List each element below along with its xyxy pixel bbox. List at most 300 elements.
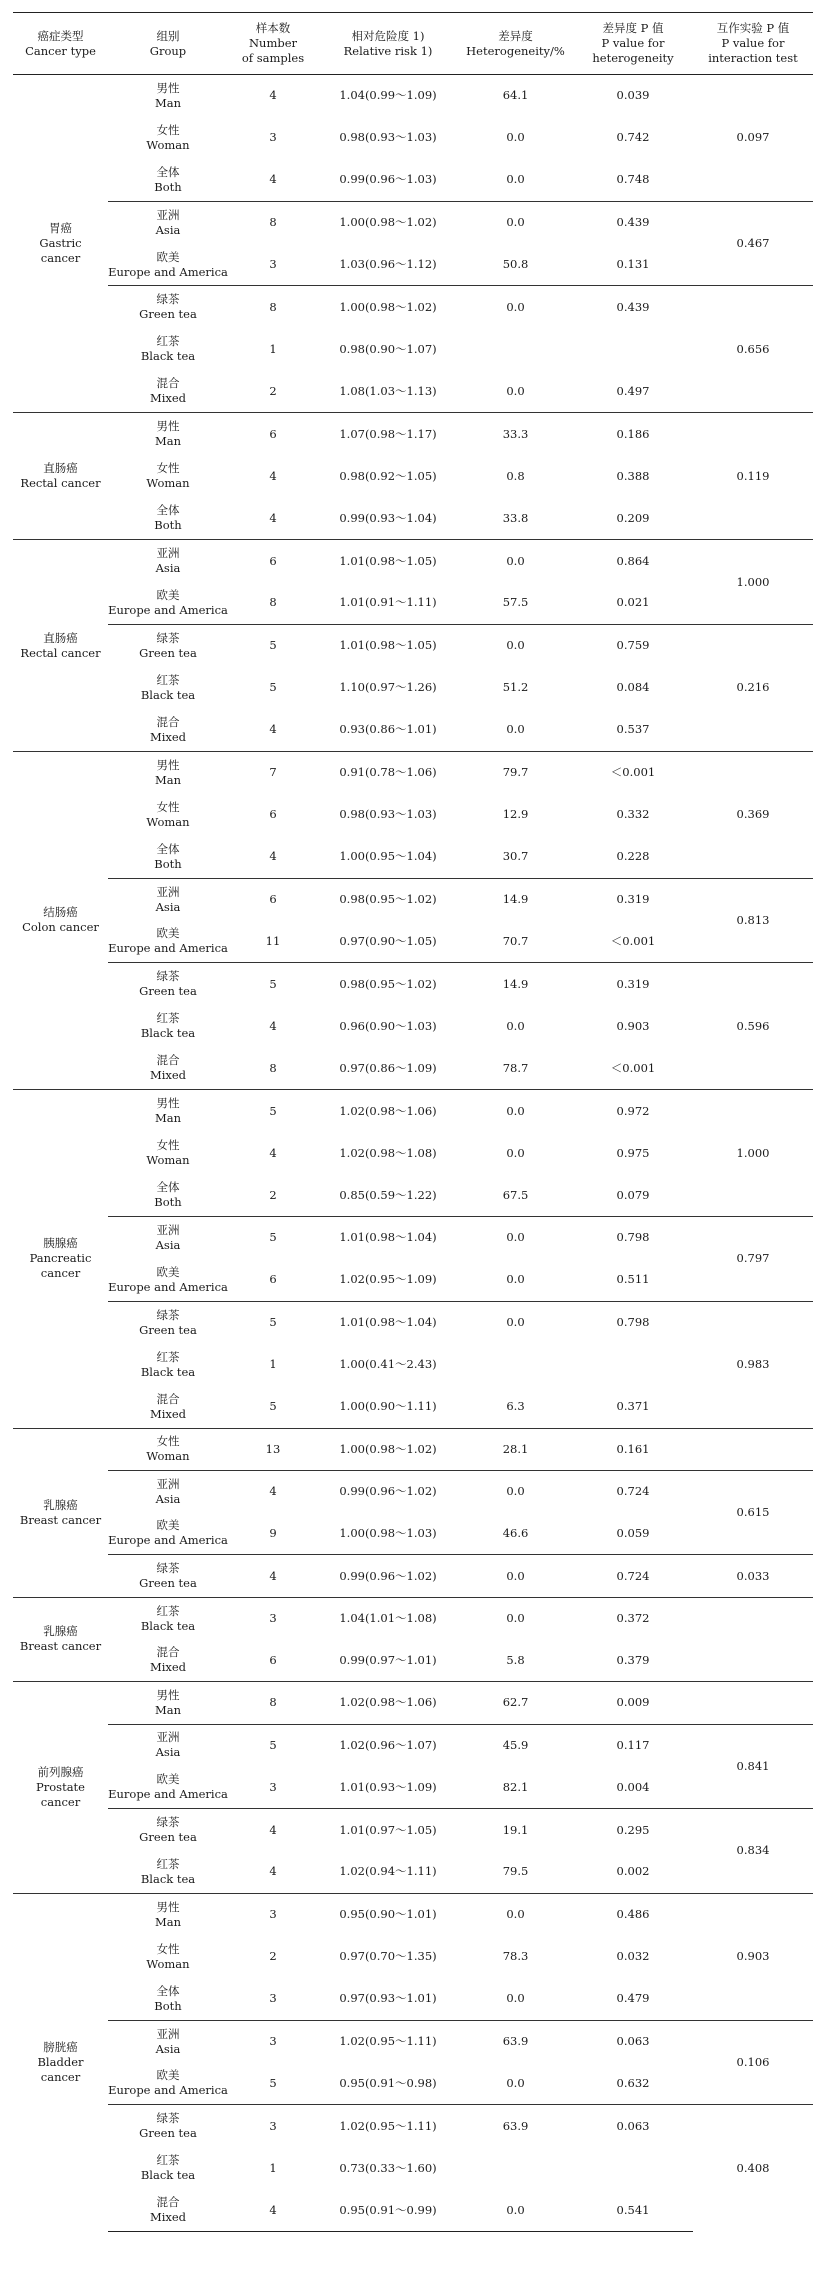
samples-cell: 4 (228, 1809, 318, 1851)
table-row (13, 1809, 813, 1851)
p-interaction-cell: 0.834 (693, 1809, 813, 1894)
p-interaction-cell: 0.369 (693, 751, 813, 878)
heterogeneity-cell: 0.0 (506, 1272, 525, 1287)
group-cell: 欧美 Europe and America (108, 587, 228, 617)
heterogeneity-cell: 14.9 (458, 878, 573, 920)
group-cell: 亚洲 Asia (108, 1470, 228, 1512)
p-heterogeneity-cell: 0.632 (616, 2075, 650, 2090)
p-heterogeneity-cell: 0.388 (616, 468, 650, 483)
relative-risk-cell: 0.99(0.96～1.02) (318, 1470, 458, 1512)
p-heterogeneity-cell: 0.541 (573, 2189, 693, 2231)
p-interaction-cell (693, 1428, 813, 1470)
relative-risk-cell: 1.02(0.95～1.09) (339, 1272, 437, 1287)
group-cell: 绿茶 Green tea (108, 1301, 228, 1343)
heterogeneity-cell: 67.5 (502, 1187, 529, 1202)
table-body (13, 75, 813, 2232)
samples-cell: 4 (228, 75, 318, 117)
p-heterogeneity-cell: 0.972 (573, 1090, 693, 1132)
group-cell: 欧美 Europe and America (108, 2068, 228, 2098)
p-heterogeneity-cell: 0.161 (573, 1428, 693, 1470)
p-heterogeneity-cell: 0.903 (616, 1018, 650, 1033)
heterogeneity-cell: 33.3 (458, 413, 573, 455)
p-heterogeneity-cell: 0.439 (573, 286, 693, 328)
samples-cell: 6 (269, 1652, 277, 1667)
relative-risk-cell: 1.01(0.91～1.11) (339, 595, 437, 610)
group-cell: 亚洲 Asia (108, 540, 228, 582)
heterogeneity-cell: 46.6 (502, 1525, 529, 1540)
relative-risk-cell: 1.04(0.99～1.09) (318, 75, 458, 117)
header-heterogeneity: 差异度 Heterogeneity/% (458, 13, 573, 75)
heterogeneity-cell: 63.9 (458, 2020, 573, 2062)
heterogeneity-cell: 82.1 (502, 1779, 529, 1794)
samples-cell: 1 (269, 1357, 277, 1372)
group-cell: 女性 Woman (108, 1428, 228, 1470)
samples-cell: 2 (269, 1949, 277, 1964)
p-heterogeneity-cell: ＜0.001 (573, 751, 693, 793)
group-cell: 欧美 Europe and America (108, 1772, 228, 1802)
heterogeneity-cell: 64.1 (458, 75, 573, 117)
heterogeneity-cell: 14.9 (458, 963, 573, 1005)
table-row (13, 413, 813, 455)
p-interaction-cell: 0.656 (693, 286, 813, 413)
group-cell: 男性 Man (108, 1682, 228, 1724)
samples-cell: 5 (228, 963, 318, 1005)
p-interaction-cell: 0.216 (693, 624, 813, 751)
p-heterogeneity-cell: 0.511 (616, 1272, 650, 1287)
heterogeneity-cell: 0.0 (458, 1597, 573, 1639)
relative-risk-cell: 1.00(0.98～1.02) (318, 201, 458, 243)
group-cell: 绿茶 Green tea (108, 1555, 228, 1597)
group-cell: 男性 Man (108, 1893, 228, 1935)
relative-risk-cell: 0.97(0.86～1.09) (339, 1060, 437, 1075)
heterogeneity-cell: 0.0 (458, 286, 573, 328)
samples-cell: 2 (269, 383, 277, 398)
relative-risk-cell: 0.98(0.92～1.05) (339, 468, 437, 483)
relative-risk-cell: 0.98(0.95～1.02) (318, 878, 458, 920)
p-interaction-cell: 0.408 (693, 2105, 813, 2232)
group-cell: 女性 Woman (146, 1138, 190, 1168)
group-cell: 欧美 Europe and America (108, 1518, 228, 1548)
samples-cell: 3 (228, 1893, 318, 1935)
table-row (13, 1428, 813, 1470)
heterogeneity-cell: 0.0 (458, 624, 573, 666)
p-heterogeneity-cell: 0.039 (573, 75, 693, 117)
table-row (13, 286, 813, 328)
heterogeneity-cell (458, 1343, 573, 1385)
samples-cell: 4 (228, 1470, 318, 1512)
group-cell: 绿茶 Green tea (108, 2105, 228, 2147)
group-cell: 全体 Both (154, 841, 182, 871)
group-cell: 红茶 Black tea (140, 1856, 196, 1886)
p-heterogeneity-cell (573, 1343, 693, 1385)
samples-cell: 11 (265, 933, 281, 948)
group-cell: 欧美 Europe and America (108, 926, 228, 956)
samples-cell: 8 (228, 201, 318, 243)
relative-risk-cell: 0.91(0.78～1.06) (318, 751, 458, 793)
samples-cell: 3 (228, 2105, 318, 2147)
heterogeneity-cell: 0.8 (506, 468, 525, 483)
samples-cell: 5 (269, 2075, 277, 2090)
p-heterogeneity-cell: 0.798 (573, 1217, 693, 1259)
table-row (13, 1470, 813, 1512)
group-cell: 欧美 Europe and America (108, 249, 228, 279)
samples-cell: 4 (228, 2189, 318, 2231)
table-row (13, 201, 813, 243)
relative-risk-cell: 0.97(0.93～1.01) (339, 1991, 437, 2006)
samples-cell: 3 (269, 1991, 277, 2006)
group-cell: 红茶 Black tea (140, 334, 196, 364)
p-heterogeneity-cell: 0.798 (573, 1301, 693, 1343)
relative-risk-cell: 1.02(0.98～1.06) (318, 1682, 458, 1724)
relative-risk-cell: 0.93(0.86～1.01) (339, 722, 437, 737)
cancer-type-cell: 胰腺癌 Pancreatic cancer (13, 1090, 108, 1428)
relative-risk-cell: 1.08(1.03～1.13) (339, 383, 437, 398)
heterogeneity-cell: 0.0 (506, 130, 525, 145)
relative-risk-cell: 1.01(0.98～1.05) (318, 624, 458, 666)
samples-cell: 6 (228, 540, 318, 582)
heterogeneity-cell: 51.2 (502, 680, 529, 695)
relative-risk-cell: 1.02(0.95～1.11) (318, 2105, 458, 2147)
group-cell: 绿茶 Green tea (108, 286, 228, 328)
p-interaction-cell: 1.000 (693, 1090, 813, 1217)
group-cell: 女性 Woman (146, 799, 190, 829)
relative-risk-cell: 1.01(0.98～1.04) (318, 1217, 458, 1259)
samples-cell: 6 (269, 807, 277, 822)
p-heterogeneity-cell: 0.748 (616, 172, 650, 187)
relative-risk-cell: 0.99(0.93～1.04) (339, 510, 437, 525)
samples-cell: 7 (228, 751, 318, 793)
heterogeneity-cell: 5.8 (506, 1652, 525, 1667)
group-cell: 全体 Both (154, 1180, 182, 1210)
p-heterogeneity-cell: 0.479 (616, 1991, 650, 2006)
group-cell: 红茶 Black tea (140, 1349, 196, 1379)
table-row (13, 75, 813, 117)
heterogeneity-cell: 50.8 (502, 257, 529, 272)
header-p-heterogeneity: 差异度 P 值 P value for heterogeneity (573, 13, 693, 75)
p-heterogeneity-cell: 0.209 (616, 510, 650, 525)
p-heterogeneity-cell: 0.032 (616, 1949, 650, 1964)
cancer-type-cell: 胃癌 Gastric cancer (13, 75, 108, 413)
relative-risk-cell: 0.99(0.96～1.03) (339, 172, 437, 187)
samples-cell: 8 (269, 1060, 277, 1075)
relative-risk-cell: 1.03(0.96～1.12) (339, 257, 437, 272)
samples-cell: 4 (269, 1145, 277, 1160)
p-interaction-cell: 0.615 (693, 1470, 813, 1555)
table-row (13, 1301, 813, 1343)
p-heterogeneity-cell: 0.439 (573, 201, 693, 243)
heterogeneity-cell: 0.0 (458, 1555, 573, 1597)
p-interaction-cell: 0.097 (693, 75, 813, 202)
p-heterogeneity-cell: 0.724 (573, 1470, 693, 1512)
group-cell: 亚洲 Asia (108, 1724, 228, 1766)
table-row (13, 1893, 813, 1935)
p-heterogeneity-cell: 0.372 (573, 1597, 693, 1639)
samples-cell: 3 (228, 2020, 318, 2062)
relative-risk-cell: 1.02(0.95～1.11) (318, 2020, 458, 2062)
samples-cell: 8 (269, 595, 277, 610)
group-cell: 混合 Mixed (149, 714, 187, 744)
p-heterogeneity-cell: 0.079 (616, 1187, 650, 1202)
group-cell: 男性 Man (108, 1090, 228, 1132)
relative-risk-cell: 1.00(0.98～1.02) (318, 286, 458, 328)
p-heterogeneity-cell: 0.537 (616, 722, 650, 737)
cancer-type-cell: 膀胱癌 Bladder cancer (13, 1893, 108, 2231)
samples-cell: 4 (269, 1018, 277, 1033)
p-interaction-cell: 0.119 (693, 413, 813, 540)
heterogeneity-cell: 0.0 (458, 540, 573, 582)
p-heterogeneity-cell: 0.186 (573, 413, 693, 455)
p-heterogeneity-cell: 0.975 (616, 1145, 650, 1160)
heterogeneity-cell: 78.7 (502, 1060, 529, 1075)
relative-risk-cell: 0.98(0.90～1.07) (339, 341, 437, 356)
cancer-type-cell: 乳腺癌 Breast cancer (13, 1597, 108, 1682)
p-heterogeneity-cell: 0.063 (573, 2020, 693, 2062)
table-row (13, 751, 813, 793)
heterogeneity-cell: 19.1 (458, 1809, 573, 1851)
table-row (13, 1597, 813, 1639)
group-cell: 混合 Mixed (108, 2189, 228, 2231)
relative-risk-cell: 1.01(0.97～1.05) (318, 1809, 458, 1851)
p-heterogeneity-cell: 0.117 (573, 1724, 693, 1766)
table-row (13, 963, 813, 1005)
relative-risk-cell: 0.95(0.90～1.01) (318, 1893, 458, 1935)
p-heterogeneity-cell: 0.319 (573, 963, 693, 1005)
samples-cell: 4 (269, 468, 277, 483)
group-cell: 全体 Both (154, 164, 182, 194)
heterogeneity-cell: 63.9 (458, 2105, 573, 2147)
cancer-type-cell: 直肠癌 Rectal cancer (13, 413, 108, 540)
heterogeneity-cell: 0.0 (506, 1991, 525, 2006)
heterogeneity-cell: 12.9 (502, 807, 529, 822)
p-heterogeneity-cell: 0.084 (616, 680, 650, 695)
group-cell: 混合 Mixed (149, 1053, 187, 1083)
group-cell: 女性 Woman (146, 461, 190, 491)
header-samples: 样本数 Number of samples (228, 13, 318, 75)
table-header (13, 13, 813, 75)
heterogeneity-cell: 0.0 (506, 172, 525, 187)
group-cell: 男性 Man (108, 75, 228, 117)
relative-risk-cell: 1.01(0.93～1.09) (339, 1779, 437, 1794)
p-heterogeneity-cell: 0.021 (616, 595, 650, 610)
samples-cell: 9 (269, 1525, 277, 1540)
heterogeneity-cell (458, 328, 573, 370)
samples-cell: 5 (228, 624, 318, 666)
p-heterogeneity-cell: 0.131 (616, 257, 650, 272)
group-cell: 绿茶 Green tea (108, 1809, 228, 1851)
relative-risk-cell: 0.95(0.91～0.98) (339, 2075, 437, 2090)
relative-risk-cell: 1.02(0.98～1.08) (339, 1145, 437, 1160)
header-cancer-type: 癌症类型 Cancer type (13, 13, 108, 75)
samples-cell: 3 (269, 257, 277, 272)
samples-cell: 1 (269, 2160, 277, 2175)
p-heterogeneity-cell: 0.228 (616, 849, 650, 864)
group-cell: 亚洲 Asia (108, 878, 228, 920)
relative-risk-cell: 0.98(0.95～1.02) (318, 963, 458, 1005)
relative-risk-cell: 0.95(0.91～0.99) (318, 2189, 458, 2231)
group-cell: 绿茶 Green tea (108, 963, 228, 1005)
relative-risk-cell: 1.00(0.95～1.04) (339, 849, 437, 864)
heterogeneity-cell: 28.1 (458, 1428, 573, 1470)
p-interaction-cell: 0.813 (693, 878, 813, 963)
heterogeneity-cell: 0.0 (506, 722, 525, 737)
cancer-type-cell: 乳腺癌 Breast cancer (13, 1428, 108, 1597)
p-interaction-cell: 0.106 (693, 2020, 813, 2105)
heterogeneity-cell: 70.7 (502, 933, 529, 948)
p-heterogeneity-cell: 0.004 (616, 1779, 650, 1794)
heterogeneity-cell: 78.3 (502, 1949, 529, 1964)
p-heterogeneity-cell: 0.724 (573, 1555, 693, 1597)
p-heterogeneity-cell: 0.379 (616, 1652, 650, 1667)
samples-cell: 4 (269, 172, 277, 187)
table-row (13, 2020, 813, 2062)
group-cell: 红茶 Black tea (108, 1597, 228, 1639)
p-heterogeneity-cell: 0.332 (616, 807, 650, 822)
heterogeneity-cell: 0.0 (458, 2189, 573, 2231)
p-heterogeneity-cell: 0.002 (616, 1864, 650, 1879)
table-row (13, 624, 813, 666)
p-heterogeneity-cell: 0.295 (573, 1809, 693, 1851)
heterogeneity-cell: 0.0 (458, 1090, 573, 1132)
p-interaction-cell: 0.797 (693, 1217, 813, 1302)
header-group: 组别 Group (108, 13, 228, 75)
group-cell: 欧美 Europe and America (108, 1264, 228, 1294)
p-interaction-cell: 1.000 (693, 540, 813, 625)
p-heterogeneity-cell: 0.009 (573, 1682, 693, 1724)
relative-risk-cell: 0.98(0.93～1.03) (339, 130, 437, 145)
group-cell: 绿茶 Green tea (108, 624, 228, 666)
samples-cell: 4 (269, 510, 277, 525)
heterogeneity-cell: 0.0 (506, 1018, 525, 1033)
p-interaction-cell (693, 1597, 813, 1682)
group-cell: 亚洲 Asia (108, 2020, 228, 2062)
group-cell: 男性 Man (108, 751, 228, 793)
p-interaction-cell: 0.983 (693, 1301, 813, 1428)
samples-cell: 8 (228, 286, 318, 328)
relative-risk-cell: 0.97(0.90～1.05) (339, 933, 437, 948)
header-p-interaction: 互作实验 P 值 P value for interaction test (693, 13, 813, 75)
relative-risk-cell: 0.98(0.93～1.03) (339, 807, 437, 822)
table-row (13, 1217, 813, 1259)
heterogeneity-cell: 57.5 (502, 595, 529, 610)
table-row (13, 540, 813, 582)
relative-risk-cell: 1.00(0.41～2.43) (339, 1357, 437, 1372)
samples-cell: 1 (269, 341, 277, 356)
group-cell: 全体 Both (154, 503, 182, 533)
group-cell: 红茶 Black tea (140, 1011, 196, 1041)
heterogeneity-cell: 79.7 (458, 751, 573, 793)
p-heterogeneity-cell: ＜0.001 (610, 1060, 656, 1075)
group-cell: 男性 Man (108, 413, 228, 455)
relative-risk-cell: 1.10(0.97～1.26) (339, 680, 437, 695)
group-cell: 混合 Mixed (149, 376, 187, 406)
p-interaction-cell: 0.033 (693, 1555, 813, 1597)
heterogeneity-cell: 0.0 (458, 1893, 573, 1935)
p-heterogeneity-cell: 0.864 (573, 540, 693, 582)
p-heterogeneity-cell (573, 328, 693, 370)
relative-risk-cell: 0.96(0.90～1.03) (339, 1018, 437, 1033)
relative-risk-cell: 0.99(0.96～1.02) (318, 1555, 458, 1597)
cancer-type-cell: 直肠癌 Rectal cancer (13, 540, 108, 751)
samples-cell: 6 (269, 1272, 277, 1287)
heterogeneity-cell: 0.0 (506, 1145, 525, 1160)
heterogeneity-cell: 0.0 (458, 201, 573, 243)
p-heterogeneity-cell: 0.486 (573, 1893, 693, 1935)
samples-cell: 6 (228, 413, 318, 455)
cancer-type-cell: 前列腺癌 Prostate cancer (13, 1682, 108, 1893)
samples-cell: 5 (228, 1090, 318, 1132)
subgroup-analysis-table (13, 12, 813, 2232)
table-row (13, 1724, 813, 1766)
samples-cell: 4 (269, 722, 277, 737)
p-heterogeneity-cell (573, 2147, 693, 2189)
relative-risk-cell: 1.02(0.98～1.06) (318, 1090, 458, 1132)
samples-cell: 3 (269, 130, 277, 145)
p-interaction-cell: 0.903 (693, 1893, 813, 2020)
relative-risk-cell: 0.97(0.70～1.35) (339, 1949, 437, 1964)
relative-risk-cell: 0.73(0.33～1.60) (339, 2160, 437, 2175)
heterogeneity-cell: 30.7 (502, 849, 529, 864)
group-cell: 亚洲 Asia (108, 1217, 228, 1259)
header-relative-risk: 相对危险度 1) Relative risk 1) (318, 13, 458, 75)
heterogeneity-cell: 0.0 (458, 1301, 573, 1343)
group-cell: 女性 Woman (146, 1941, 190, 1971)
relative-risk-cell: 1.02(0.94～1.11) (339, 1864, 437, 1879)
p-interaction-cell (693, 1682, 813, 1724)
cancer-type-cell: 结肠癌 Colon cancer (13, 751, 108, 1089)
heterogeneity-cell: 6.3 (506, 1399, 525, 1414)
p-heterogeneity-cell: 0.742 (616, 130, 650, 145)
samples-cell: 5 (228, 1301, 318, 1343)
p-heterogeneity-cell: 0.371 (616, 1399, 650, 1414)
table-row (13, 1682, 813, 1724)
table-row (13, 878, 813, 920)
group-cell: 混合 Mixed (149, 1391, 187, 1421)
heterogeneity-cell: 79.5 (502, 1864, 529, 1879)
heterogeneity-cell: 0.0 (458, 1217, 573, 1259)
relative-risk-cell: 1.00(0.90～1.11) (339, 1399, 437, 1414)
relative-risk-cell: 1.00(0.98～1.02) (318, 1428, 458, 1470)
p-heterogeneity-cell: ＜0.001 (610, 933, 656, 948)
relative-risk-cell: 1.01(0.98～1.05) (318, 540, 458, 582)
p-heterogeneity-cell: 0.497 (616, 383, 650, 398)
group-cell: 红茶 Black tea (140, 672, 196, 702)
group-cell: 红茶 Black tea (140, 2153, 196, 2183)
samples-cell: 2 (269, 1187, 277, 1202)
samples-cell: 4 (269, 849, 277, 864)
samples-cell: 4 (269, 1864, 277, 1879)
group-cell: 全体 Both (154, 1983, 182, 2013)
heterogeneity-cell: 0.0 (506, 2075, 525, 2090)
samples-cell: 8 (228, 1682, 318, 1724)
table-row (13, 1555, 813, 1597)
heterogeneity-cell: 0.0 (506, 383, 525, 398)
samples-cell: 4 (228, 1555, 318, 1597)
relative-risk-cell: 0.85(0.59～1.22) (339, 1187, 437, 1202)
samples-cell: 13 (228, 1428, 318, 1470)
samples-cell: 5 (228, 1724, 318, 1766)
p-heterogeneity-cell: 0.319 (573, 878, 693, 920)
samples-cell: 3 (228, 1597, 318, 1639)
heterogeneity-cell: 0.0 (458, 1470, 573, 1512)
group-cell: 女性 Woman (146, 122, 190, 152)
p-heterogeneity-cell: 0.759 (573, 624, 693, 666)
heterogeneity-cell (458, 2147, 573, 2189)
relative-risk-cell: 1.04(1.01～1.08) (318, 1597, 458, 1639)
samples-cell: 3 (269, 1779, 277, 1794)
group-cell: 亚洲 Asia (108, 201, 228, 243)
p-interaction-cell: 0.596 (693, 963, 813, 1090)
p-interaction-cell: 0.467 (693, 201, 813, 286)
